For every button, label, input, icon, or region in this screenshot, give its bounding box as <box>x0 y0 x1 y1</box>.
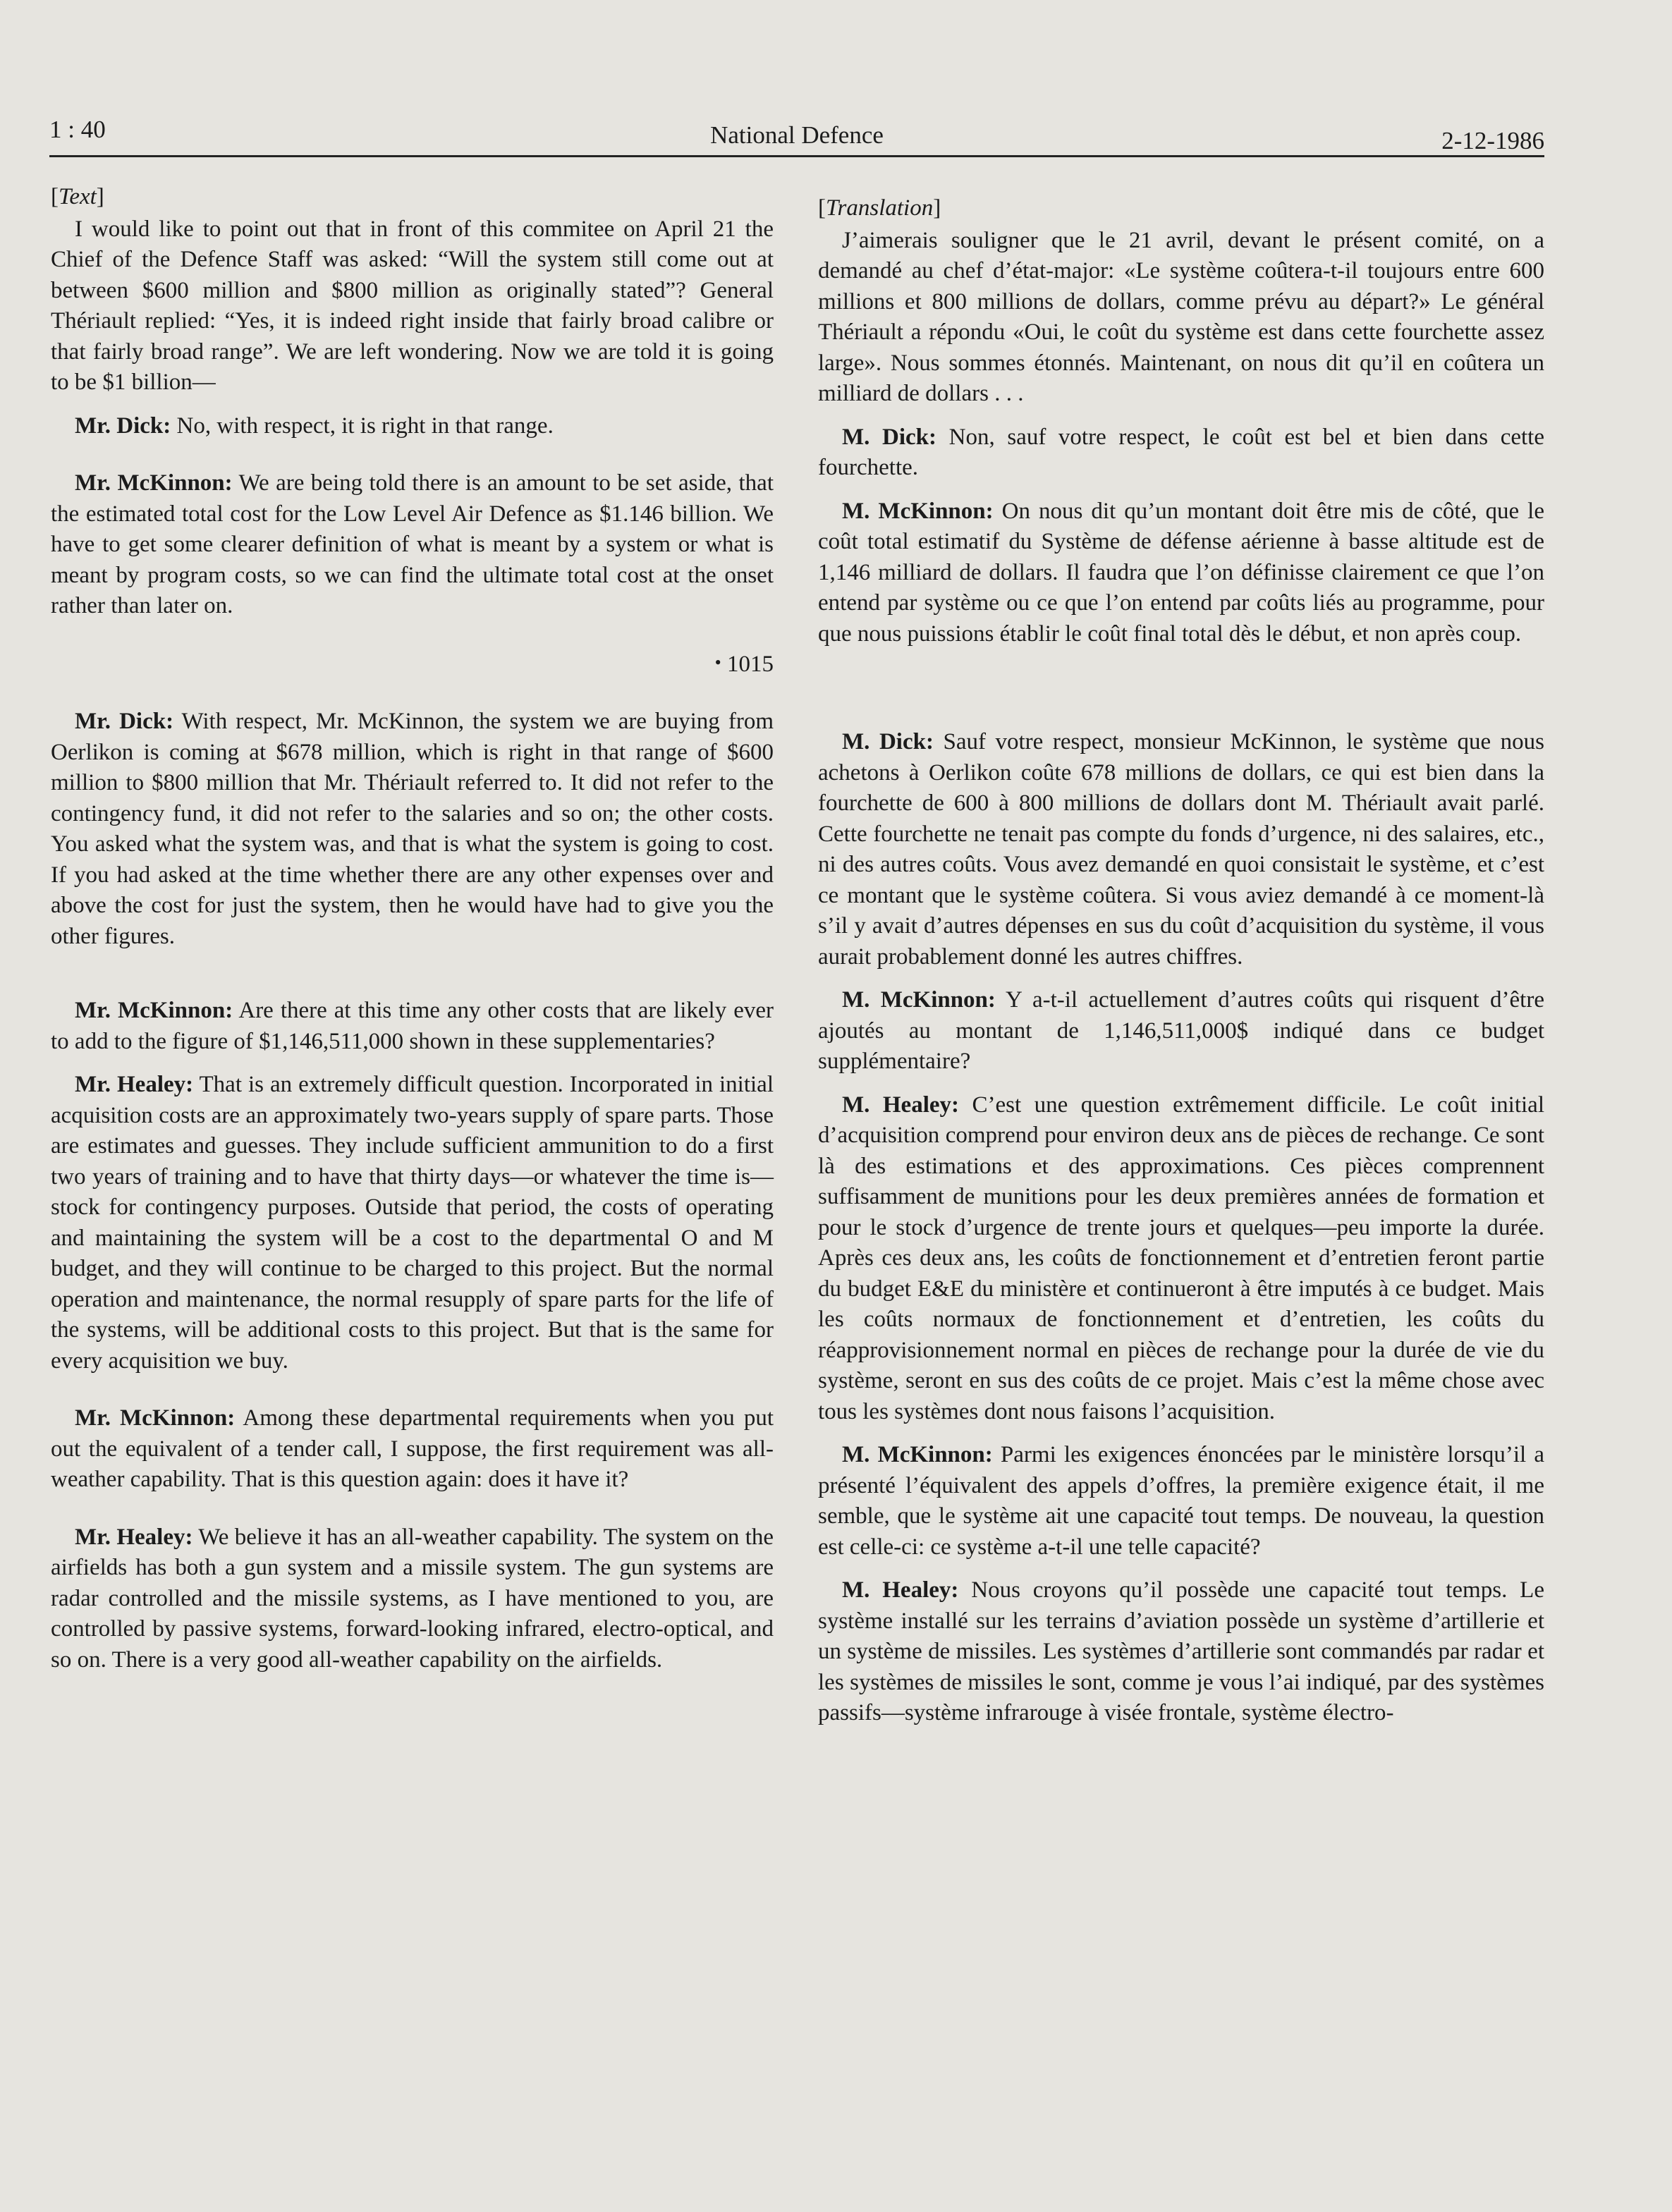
speech-text: We are being told there is an amount to be set aside, that the estimated total cost for the Low Level Air Defence as $1.146 billion. We have to get some clearer definition of what is meant by a system or what is meant by program costs, so we can find the ultimate total cost at the onset rather than later on. <box>51 470 774 618</box>
speaker-name: Mr. Dick: <box>75 413 171 439</box>
paragraph <box>818 1090 1544 1428</box>
speech-text: With respect, Mr. McKinnon, the system we are buying from Oerlikon is coming at $678 million, which is right in that range of $600 million to $800 million that Mr. Thériault referred to. It did not refer to the contingency fund, it did not refer to the salaries and so on; the other costs. You asked what the system was, and that is what the system is going to cost. If you had asked at the time whether there are any other expenses over and above the cost for just the system, then he would have had to give you the other figures. <box>51 709 774 949</box>
speech-text: Y a-t-il actuellement d’autres coûts qui risquent d’être ajoutés au montant de 1,146,511,000$ indiqué dans ce budget supplémentaire? <box>818 987 1544 1074</box>
speaker-name: Mr. McKinnon: <box>75 1405 236 1431</box>
paragraph <box>51 1070 774 1376</box>
translation-tag-label: Translation <box>826 195 934 221</box>
speaker-name: Mr. Dick: <box>75 709 174 734</box>
paragraph <box>818 727 1544 972</box>
speaker-name: Mr. Healey: <box>75 1524 193 1550</box>
speech-text: Among these departmental requirements when you put out the equivalent of a tender call, I suppose, the first requirement was all-weather capability. That is this question again: does it have it? <box>51 1405 774 1492</box>
publication-title: National Defence <box>710 121 884 149</box>
issue-date: 2-12-1986 <box>1441 127 1544 154</box>
paragraph <box>51 996 774 1057</box>
page-header <box>49 113 1544 157</box>
paragraph <box>51 468 774 622</box>
speaker-name: M. McKinnon: <box>842 498 994 524</box>
speech-text: C’est une question extrêmement difficile. Le coût initial d’acquisition comprend pour environ deux ans de pièces de rechange. Ce sont là des estimations et des approximations. Ces pièces comprennent suffisamment de munitions pour les deux premières années de formation et pour le stock d’urgence de trente jours et quelques—peu importe la durée. Après ces deux ans, les coûts de fonctionnement et d’entretien feront partie du budget E&E du ministère et continueront à être imputés à ce budget. Mais les coûts normaux de fonctionnement et d’entretien, les coûts du réapprovisionnement normal en pièces de rechange pour la durée de vie du système, seront en sus des coûts de ce projet. Mais c’est la même chose avec tous les systèmes dont nous faisons l’acquisition. <box>818 1092 1544 1424</box>
paragraph <box>51 1403 774 1496</box>
paragraph <box>818 496 1544 650</box>
speaker-name: M. Dick: <box>842 424 937 450</box>
bullet-icon: • <box>714 652 721 673</box>
french-column <box>818 193 1544 1729</box>
page-number: 1 : 40 <box>49 116 106 143</box>
paragraph <box>51 707 774 952</box>
paragraph <box>818 1575 1544 1729</box>
speaker-name: M. Healey: <box>842 1577 959 1603</box>
speech-text: Sauf votre respect, monsieur McKinnon, le système que nous achetons à Oerlikon coûte 678 millions de dollars, ce qui est bien dans la fourchette de 600 à 800 millions de dollars dont M. Thériault avait parlé. Cette fourchette ne tenait pas compte du fonds d’urgence, ni des salaires, etc., ni des autres coûts. Vous avez demandé en quoi consistait le système, et c’est ce montant que le système coûtera. Si vous aviez demandé à ce moment-là s’il y avait d’autres dépenses en sus du coût d’acquisition du système, il vous aurait probablement donné les autres chiffres. <box>818 729 1544 970</box>
paragraph <box>818 985 1544 1077</box>
speaker-name: Mr. McKinnon: <box>75 470 233 496</box>
english-column <box>51 182 774 1675</box>
speech-text: We believe it has an all-weather capability. The system on the airfields has both a gun system and a missile system. The gun systems are radar controlled and the missile systems, as I have mentioned to you, are controlled by passive systems, forward-looking infrared, electro-optical, and so on. There is a very good all-weather capability on the airfields. <box>51 1524 774 1673</box>
speaker-name: M. Healey: <box>842 1092 960 1118</box>
paragraph <box>51 1522 774 1676</box>
text-tag: [Text] <box>51 184 104 209</box>
time-stamp-value: 1015 <box>727 651 774 677</box>
translation-tag: [Translation] <box>818 195 941 221</box>
time-stamp <box>51 647 774 680</box>
paragraph: J’aimerais souligner que le 21 avril, devant le présent comité, on a demandé au chef d’état-major: «Le système coûtera-t-il toujours entre 600 millions et 800 millions de dollars, comme prévu au départ?» Le général Thériault a répondu «Oui, le coût du système est dans cette fourchette assez large». Nous sommes étonnés. Maintenant, on nous dit qu’il en coûtera un milliard de dollars . . . <box>818 227 1544 406</box>
paragraph <box>818 1440 1544 1563</box>
speech-text: That is an extremely difficult question. Incorporated in initial acquisition costs are an approximately two-years supply of spare parts. Those are estimates and guesses. They include sufficient ammunition to do a first two years of training and to have that thirty days—or whatever the time is—stock for contingency purposes. Outside that period, the costs of operating and maintaining the system will be a cost to the departmental O and M budget, and they will continue to be charged to this project. But the normal operation and maintenance, the normal resupply of spare parts for the life of the systems, will be additional costs to this project. But that is the same for every acquisition we buy. <box>51 1072 774 1374</box>
speaker-name: Mr. Healey: <box>75 1072 194 1097</box>
speaker-name: Mr. McKinnon: <box>75 998 233 1023</box>
speech-text: Parmi les exigences énoncées par le ministère lorsqu’il a présenté l’équivalent des appels d’offres, la première exigence était, il me semble, que le système ait une capacité tout temps. De nouveau, la question est celle-ci: ce système a-t-il une telle capacité? <box>818 1442 1544 1560</box>
speech-text: Nous croyons qu’il possède une capacité tout temps. Le système installé sur les terrains d’aviation possède un système d’artillerie et un système de missiles. Les systèmes d’artillerie sont commandés par radar et les systèmes de missiles le sont, comme je vous l’ai indiqué, par des systèmes passifs—système infrarouge à visée frontale, système électro- <box>818 1577 1544 1725</box>
text-tag-label: Text <box>59 184 97 209</box>
speaker-name: M. Dick: <box>842 729 934 754</box>
speech-text: On nous dit qu’un montant doit être mis de côté, que le coût total estimatif du Système de défense aérienne à basse altitude est de 1,146 milliard de dollars. Il faudra que l’on définisse clairement ce que l’on entend par système ou ce que l’on entend par coûts liés au programme, pour que nous puissions établir le coût final total dès le début, et non après coup. <box>818 498 1544 647</box>
speech-text: Are there at this time any other costs that are likely ever to add to the figure of $1,146,511,000 shown in these supplementaries? <box>51 998 774 1054</box>
speaker-name: M. McKinnon: <box>842 987 996 1013</box>
speech-text: No, with respect, it is right in that range. <box>171 413 554 439</box>
paragraph <box>818 422 1544 484</box>
speech-text: Non, sauf votre respect, le coût est bel et bien dans cette fourchette. <box>818 424 1545 480</box>
paragraph: I would like to point out that in front of this commitee on April 21 the Chief of the Defence Staff was asked: “Will the system still come out at between $600 million and $800 million as originally stated”? General Thériault replied: “Yes, it is indeed right inside that fairly broad calibre or that fairly broad range”. We are left wondering. Now we are told it is going to be $1 billion— <box>51 216 774 395</box>
paragraph <box>51 411 774 442</box>
speaker-name: M. McKinnon: <box>842 1442 993 1467</box>
